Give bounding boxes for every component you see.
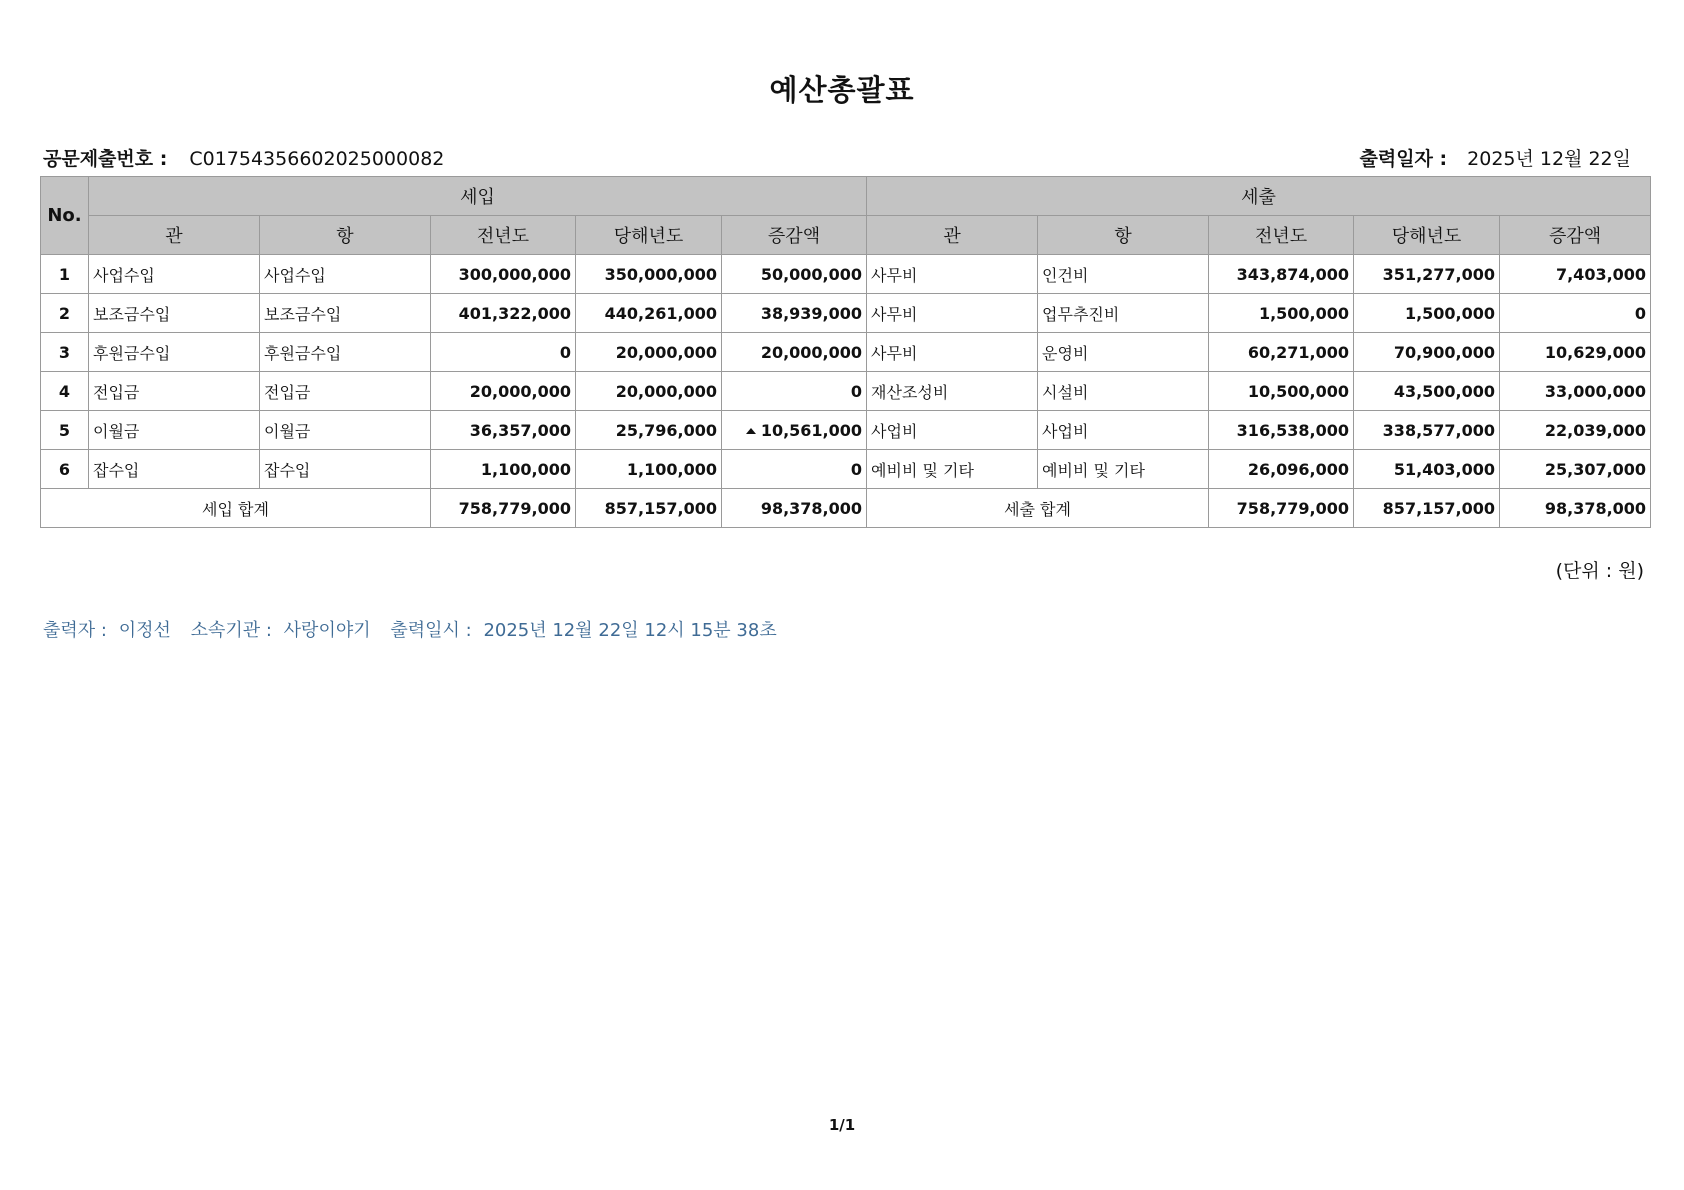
total-row (41, 489, 1651, 528)
expense-curr: 338,577,000 (1354, 411, 1500, 450)
expense-prev: 10,500,000 (1209, 372, 1354, 411)
expense-hang: 시설비 (1038, 372, 1209, 411)
expense-hang: 운영비 (1038, 333, 1209, 372)
income-gwan: 이월금 (89, 411, 260, 450)
income-curr: 20,000,000 (576, 333, 722, 372)
income-prev: 300,000,000 (431, 255, 576, 294)
header-no: No. (41, 177, 89, 255)
income-gwan: 사업수입 (89, 255, 260, 294)
expense-diff: 22,039,000 (1500, 411, 1651, 450)
expense-total-label: 세출 합계 (867, 489, 1209, 528)
income-curr: 350,000,000 (576, 255, 722, 294)
printed-at-value: 2025년 12월 22일 12시 15분 38초 (483, 620, 777, 641)
income-total-label: 세입 합계 (41, 489, 431, 528)
header-income-diff: 증감액 (722, 216, 867, 255)
row-number: 1 (41, 255, 89, 294)
expense-prev: 60,271,000 (1209, 333, 1354, 372)
printed-at-label: 출력일시 : (390, 620, 472, 641)
header-expense: 세출 (867, 177, 1651, 216)
printer-label: 출력자 : (43, 620, 107, 641)
expense-curr: 70,900,000 (1354, 333, 1500, 372)
income-gwan: 잡수입 (89, 450, 260, 489)
expense-total-diff: 98,378,000 (1500, 489, 1651, 528)
header-income-curr: 당해년도 (576, 216, 722, 255)
header-expense-gwan: 관 (867, 216, 1038, 255)
expense-gwan: 사무비 (867, 294, 1038, 333)
expense-gwan: 예비비 및 기타 (867, 450, 1038, 489)
income-curr: 25,796,000 (576, 411, 722, 450)
income-curr: 20,000,000 (576, 372, 722, 411)
expense-diff: 7,403,000 (1500, 255, 1651, 294)
income-prev: 36,357,000 (431, 411, 576, 450)
row-number: 6 (41, 450, 89, 489)
printer-name: 이정선 (118, 620, 171, 641)
expense-hang: 업무추진비 (1038, 294, 1209, 333)
table-row (41, 333, 1651, 372)
income-diff: 20,000,000 (722, 333, 867, 372)
expense-diff: 25,307,000 (1500, 450, 1651, 489)
expense-hang: 예비비 및 기타 (1038, 450, 1209, 489)
print-date (1360, 144, 1632, 171)
expense-total-prev: 758,779,000 (1209, 489, 1354, 528)
income-diff: 50,000,000 (722, 255, 867, 294)
income-diff: 0 (722, 450, 867, 489)
header-expense-hang: 항 (1038, 216, 1209, 255)
income-diff: 0 (722, 372, 867, 411)
income-diff-value: 10,561,000 (760, 420, 863, 440)
income-curr: 1,100,000 (576, 450, 722, 489)
header-expense-prev: 전년도 (1209, 216, 1354, 255)
expense-curr: 51,403,000 (1354, 450, 1500, 489)
income-total-diff: 98,378,000 (722, 489, 867, 528)
expense-prev: 26,096,000 (1209, 450, 1354, 489)
org-label: 소속기관 : (190, 620, 272, 641)
income-gwan: 후원금수입 (89, 333, 260, 372)
page-title: 예산총괄표 (769, 73, 915, 107)
income-hang: 전입금 (260, 372, 431, 411)
income-hang: 이월금 (260, 411, 431, 450)
income-prev: 401,322,000 (431, 294, 576, 333)
expense-curr: 43,500,000 (1354, 372, 1500, 411)
print-date-value: 2025년 12월 22일 (1467, 148, 1631, 170)
budget-summary-table (40, 176, 1651, 528)
table-row (41, 294, 1651, 333)
income-diff: 38,939,000 (722, 294, 867, 333)
income-hang: 보조금수입 (260, 294, 431, 333)
row-number: 3 (41, 333, 89, 372)
expense-hang: 인건비 (1038, 255, 1209, 294)
header-expense-diff: 증감액 (1500, 216, 1651, 255)
expense-prev: 1,500,000 (1209, 294, 1354, 333)
income-prev: 1,100,000 (431, 450, 576, 489)
header-income-gwan: 관 (89, 216, 260, 255)
header-income-hang: 항 (260, 216, 431, 255)
print-info (43, 616, 791, 642)
unit-label: (단위 : 원) (1555, 560, 1644, 582)
expense-hang: 사업비 (1038, 411, 1209, 450)
income-hang: 후원금수입 (260, 333, 431, 372)
income-total-curr: 857,157,000 (576, 489, 722, 528)
header-expense-curr: 당해년도 (1354, 216, 1500, 255)
doc-number-label: 공문제출번호 : (43, 148, 168, 170)
expense-gwan: 재산조성비 (867, 372, 1038, 411)
income-prev: 20,000,000 (431, 372, 576, 411)
row-number: 5 (41, 411, 89, 450)
income-hang: 사업수입 (260, 255, 431, 294)
table-row (41, 411, 1651, 450)
header-income: 세입 (89, 177, 867, 216)
doc-number (43, 144, 444, 171)
expense-diff: 10,629,000 (1500, 333, 1651, 372)
income-diff (722, 411, 867, 450)
income-total-prev: 758,779,000 (431, 489, 576, 528)
row-number: 4 (41, 372, 89, 411)
income-hang: 잡수입 (260, 450, 431, 489)
row-number: 2 (41, 294, 89, 333)
expense-curr: 1,500,000 (1354, 294, 1500, 333)
expense-prev: 343,874,000 (1209, 255, 1354, 294)
expense-gwan: 사무비 (867, 255, 1038, 294)
table-row (41, 450, 1651, 489)
org-name: 사랑이야기 (283, 620, 371, 641)
expense-gwan: 사무비 (867, 333, 1038, 372)
expense-diff: 33,000,000 (1500, 372, 1651, 411)
income-prev: 0 (431, 333, 576, 372)
expense-curr: 351,277,000 (1354, 255, 1500, 294)
table-row (41, 372, 1651, 411)
income-curr: 440,261,000 (576, 294, 722, 333)
doc-number-value: C01754356602025000082 (189, 148, 445, 170)
decrease-triangle-icon (746, 428, 756, 434)
expense-gwan: 사업비 (867, 411, 1038, 450)
income-gwan: 전입금 (89, 372, 260, 411)
table-row (41, 255, 1651, 294)
expense-diff: 0 (1500, 294, 1651, 333)
print-date-label: 출력일자 : (1359, 148, 1448, 170)
header-income-prev: 전년도 (431, 216, 576, 255)
expense-prev: 316,538,000 (1209, 411, 1354, 450)
income-gwan: 보조금수입 (89, 294, 260, 333)
expense-total-curr: 857,157,000 (1354, 489, 1500, 528)
page-number: 1/1 (828, 1116, 856, 1134)
